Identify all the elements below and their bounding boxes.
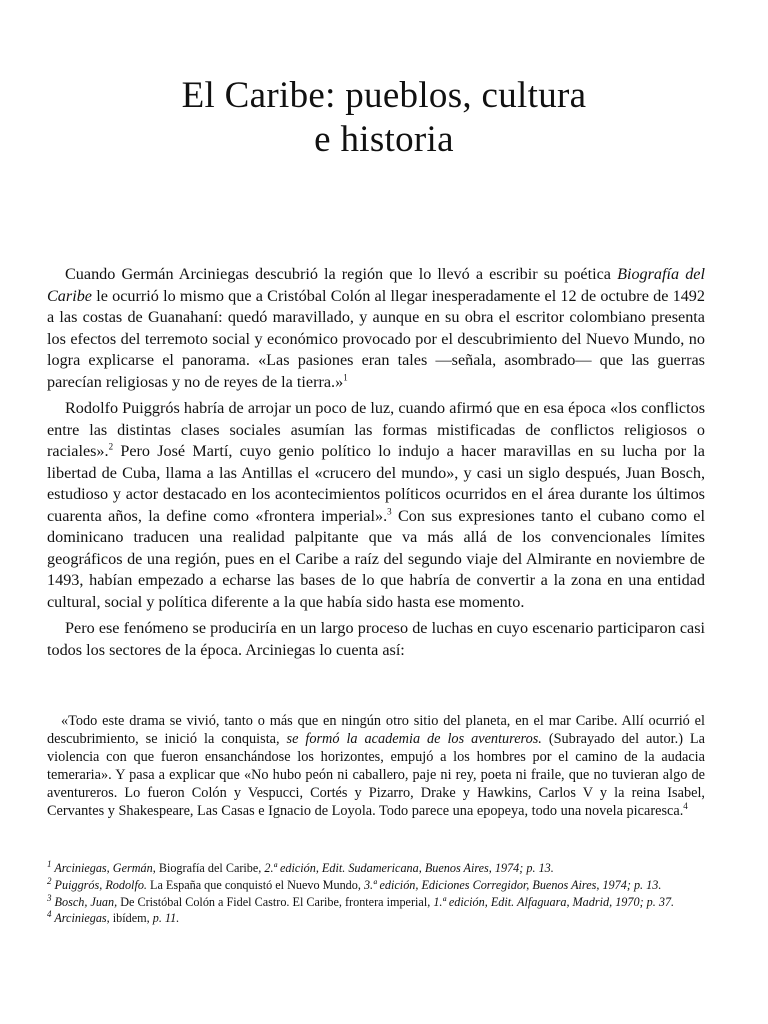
text-run: Pero ese fenómeno se produciría en un largo proceso de luchas en cuyo escenario participaron casi todos los sectores de la época. Arciniegas lo cuenta así:	[47, 619, 705, 659]
footnote-ref: 3	[47, 892, 52, 903]
footnote-ref: 1	[343, 372, 348, 383]
footnote-ref: 4	[683, 800, 688, 811]
footnote-2	[47, 875, 705, 893]
italic-text: Arciniegas, Germán,	[51, 861, 156, 875]
footnote-3	[47, 892, 705, 910]
body-text	[47, 264, 705, 666]
title-line-1: El Caribe: pueblos, cultura	[181, 75, 587, 116]
body-paragraph-3	[47, 618, 705, 661]
italic-text: Bosch, Juan,	[51, 894, 118, 909]
page-title	[0, 74, 768, 162]
text-run: Con sus expresiones tanto el cubano como el dominicano traducen una realidad palpitante que va más allá de los convencionales límites geográficos de una región, pues en el Caribe a raíz del segundo viaje del Almirante en noviembre de 1493, habían empezado a echarse las bases de lo que habría de convertir a la zona en una entidad cultural, social y política diferente a la que había sido hasta ese momento.	[47, 506, 705, 611]
text-run: Rodolfo Puiggrós habría de arrojar un poco de luz, cuando afirmó que en esa época «los conflictos entre las distintas clases sociales asumían las formas mistificadas de conflictos religiosos o raciales».	[47, 399, 705, 460]
italic-text: p. 11.	[152, 911, 180, 926]
footnote-ref: 2	[108, 441, 114, 452]
italic-text: 1.ª edición, Edit. Alfaguara, Madrid, 1970; p. 37.	[433, 894, 675, 909]
footnote-ref: 1	[47, 858, 52, 869]
text-run: (Subrayado del autor.) La violencia con que fueron ensanchándose los horizontes, empujó a los hombres por el camino de la audacia temeraria». Y pasa a explicar que «No hubo peón ni caballero, paje ni rey, poeta ni fraile, que no tuvieran algo de aventureros. Lo fueron Colón y Vespucci, Cortés y Pizarro, Drake y Hawkins, Carlos V y la reina Isabel, Cervantes y Shakespeare, Las Casas e Ignacio de Loyola. Todo parece una epopeya, todo una novela picaresca.	[47, 730, 705, 819]
quote-paragraph	[47, 713, 705, 820]
body-paragraph-2	[47, 398, 705, 613]
italic-text: Biografía del Caribe	[47, 265, 705, 305]
text-run: ibídem,	[109, 911, 153, 926]
italic-text: Puiggrós, Rodolfo.	[51, 877, 147, 892]
body-paragraph-1	[47, 264, 705, 393]
italic-text: se formó la academia de los aventureros.	[286, 730, 542, 747]
text-run: Pero José Martí, cuyo genio político lo indujo a hacer maravillas en su lucha por la libertad de Cuba, llama a las Antillas el «crucero del mundo», y casi un siglo después, Juan Bosch, estudioso y actor destacado en los acontecimientos políticos ocurridos en el área durante los últimos cuarenta años, la define como «frontera imperial».	[47, 442, 705, 525]
footnote-1	[47, 858, 705, 876]
text-run: La España que conquistó el Nuevo Mundo,	[146, 877, 364, 892]
text-run: Biografía del Caribe,	[155, 861, 265, 875]
footnote-ref: 2	[47, 875, 52, 886]
text-run: «Todo este drama se vivió, tanto o más que en ningún otro sitio del planeta, en el mar Caribe. Allí ocurrió el descubrimiento, se inició la conquista,	[47, 713, 705, 747]
text-run: Cuando Germán Arciniegas descubrió la región que lo llevó a escribir su poética	[65, 265, 618, 283]
block-quote	[47, 713, 705, 820]
footnote-ref: 3	[387, 506, 392, 517]
text-run: De Cristóbal Colón a Fidel Castro. El Caribe, frontera imperial,	[117, 894, 434, 909]
italic-text: 3.ª edición, Ediciones Corregidor, Buenos Aires, 1974; p. 13.	[363, 877, 662, 892]
italic-text: 2.ª edición, Edit. Sudamericana, Buenos Aires, 1974; p. 13.	[264, 861, 554, 875]
italic-text: Arciniegas,	[51, 911, 110, 926]
footnote-4	[47, 911, 705, 926]
footnote-ref: 4	[47, 909, 52, 920]
footnotes	[47, 858, 705, 928]
text-run: le ocurrió lo mismo que a Cristóbal Colón al llegar inesperadamente el 12 de octubre de 1492 a las costas de Guanahaní: quedó maravillado, y aunque en su obra el escritor colombiano presenta los efectos del terremoto social y económico provocado por el descubrimiento del Nuevo Mundo, no logra explicarse el panorama. «Las pasiones eran tales —señala, asombrado— que las guerras parecían religiosas y no de reyes de la tierra.»	[47, 286, 705, 391]
title-line-2: e historia	[314, 119, 454, 160]
